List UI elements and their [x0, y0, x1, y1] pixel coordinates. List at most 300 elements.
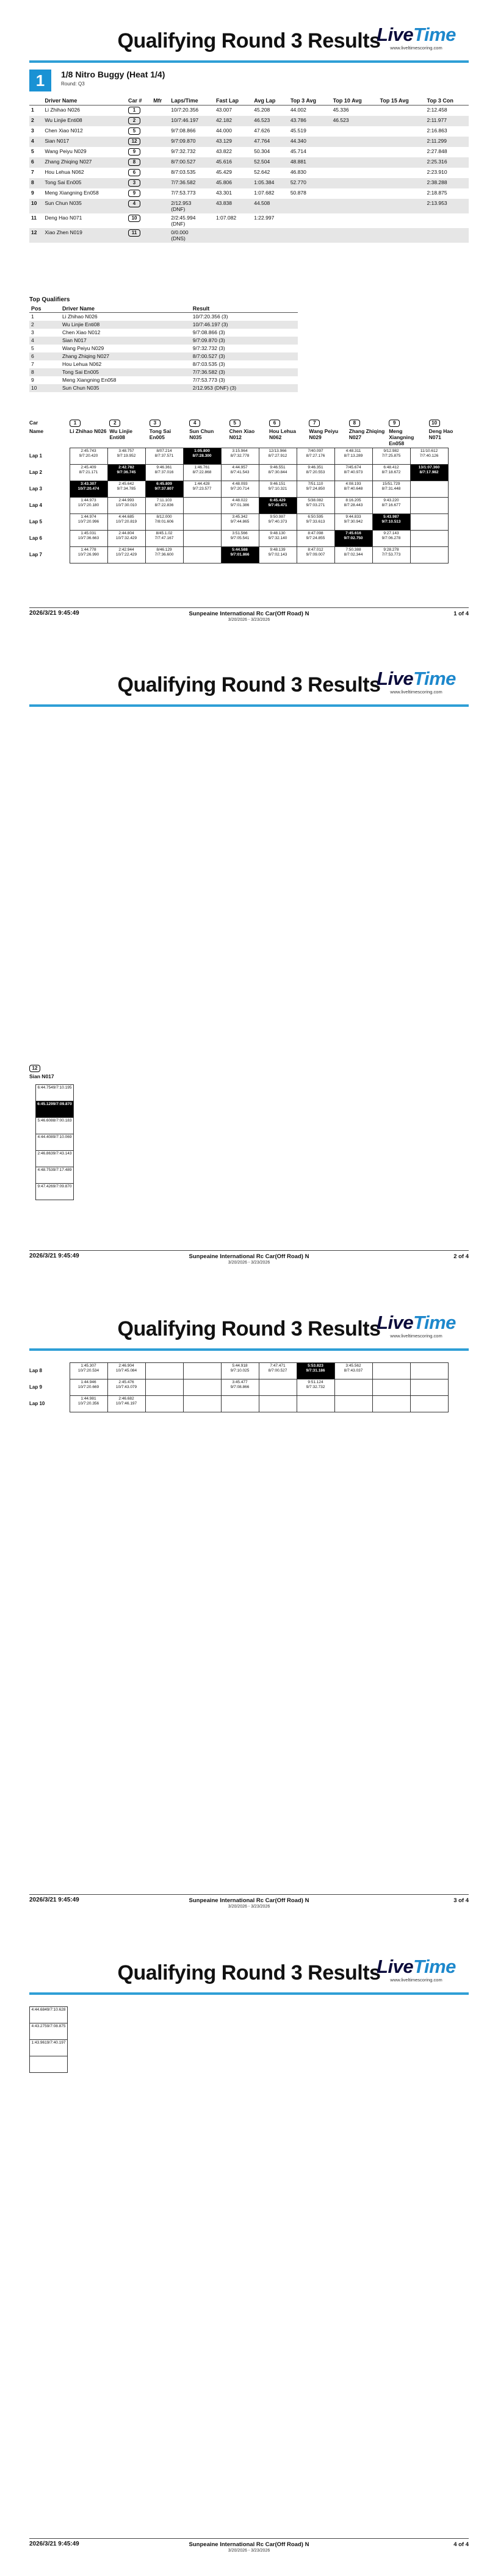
lap-cell [372, 547, 410, 564]
cell-mfr [151, 213, 169, 228]
tq-row [29, 329, 298, 337]
lap-time: 7:47.471 [270, 1364, 286, 1368]
page-number: 3 of 4 [453, 1897, 469, 1904]
results-row [29, 137, 469, 147]
cell-car-number [126, 178, 151, 188]
footer-range: 3/20/2026 - 3/23/2026 [228, 1905, 270, 1909]
lap-cumulative: 9/7:24.855 [306, 536, 325, 540]
lap-time: 5:53.823 [308, 1364, 323, 1368]
results-table [29, 96, 469, 243]
lap-cumulative: 10/7:36.663 [78, 536, 99, 540]
lap-time: 7:50.388 [345, 548, 361, 552]
lap-cumulative: 8/7:00.527 [268, 1368, 287, 1373]
lap-cell [70, 448, 107, 465]
lap-cell [297, 1379, 334, 1396]
lap-cell [259, 531, 297, 547]
lap-cell [259, 448, 297, 465]
lap-label: Lap 9 [29, 1384, 42, 1390]
driver-name: Chen Xiao N012 [229, 428, 255, 440]
cell-car-number [126, 137, 151, 147]
cell-driver-name: Wang Peiyu N029 [45, 148, 87, 154]
cell-car-number [126, 199, 151, 213]
lap-time: 8/12.000 [156, 515, 172, 519]
lap-cell [70, 547, 107, 564]
lap-time: 9:44.833 [345, 515, 361, 519]
cell-fast-lap: 43.838 [214, 199, 252, 213]
cell-position: 1 [31, 107, 34, 113]
cell-fast-lap: 45.616 [214, 157, 252, 168]
lap-cumulative: 9/7:40.197 [46, 2041, 66, 2045]
results-column-header: Car # [126, 96, 151, 106]
cell-top3-avg: 52.770 [289, 178, 331, 188]
cell-fast-lap: 45.806 [214, 178, 252, 188]
tq-pos: 2 [29, 321, 60, 329]
tq-pos: 10 [29, 384, 60, 392]
cell-top3-avg: 45.519 [290, 127, 306, 134]
tq-result: 10/7:46.197 (3) [191, 321, 298, 329]
driver-name: Deng Hao N071 [428, 428, 453, 440]
lap-cell [36, 1085, 74, 1101]
tq-pos: 1 [31, 313, 34, 320]
logo-url: www.liveltimescoring.com [390, 1977, 442, 1983]
lap-cumulative: 8/7:37.016 [154, 470, 174, 474]
lap-time: 4:43.275 [31, 2024, 47, 2028]
lap-cumulative: 8/7:21.171 [79, 470, 98, 474]
cell-laps-time [169, 147, 214, 157]
tq-result: 10/7:20.356 (3) [192, 313, 228, 320]
lap-cumulative: 9/7:10.513 [381, 520, 401, 524]
lap-time: 8:47.012 [308, 548, 323, 552]
lap-cumulative: 9/7:02.143 [268, 553, 287, 557]
page-title: Qualifying Round 3 Results [117, 29, 381, 52]
laps-value: 2/2:45.994 [171, 214, 196, 221]
results-column-header: Avg Lap [252, 96, 289, 106]
tq-driver: Li Zhihao N026 [62, 313, 98, 320]
cell-top10-avg: 45.336 [333, 107, 349, 113]
lap-time: 7/45.674 [345, 465, 361, 470]
laps-value: 0/0.000 [171, 229, 189, 235]
lap-cell [221, 498, 259, 514]
header-rule [29, 704, 469, 707]
lap-cell [107, 514, 145, 531]
cell-mfr [151, 199, 169, 213]
cell-top15-avg [378, 137, 425, 147]
cell-top3-avg: 46.830 [290, 168, 306, 175]
lap-cell [259, 465, 297, 481]
lap-time: 4:48.022 [232, 498, 248, 503]
car-number-badge: 6 [128, 169, 140, 176]
lap-cumulative: 9/7:09.007 [306, 553, 325, 557]
lap-cumulative: 10/7:20.534 [78, 1368, 99, 1373]
lap-cell [334, 481, 372, 498]
lap-cell [30, 2023, 68, 2040]
laps-value: 8/7:00.527 [171, 158, 196, 165]
lap-cumulative: 7/7:47.167 [154, 536, 174, 540]
lap-time: 9:50.987 [270, 515, 286, 519]
cell-avg-lap: 52.642 [254, 168, 270, 175]
cell-mfr [151, 168, 169, 178]
results-row [29, 116, 469, 126]
lap-cell [30, 2056, 68, 2073]
lap-cumulative: 9/7:30.942 [344, 520, 363, 524]
lap-row [29, 531, 448, 547]
driver-name: Tong Sai En005 [149, 428, 171, 440]
lap-row [36, 1101, 74, 1118]
lap-row [29, 448, 448, 465]
results-column-header: Laps/Time [169, 96, 214, 106]
tq-driver: Wang Peiyu N029 [62, 345, 104, 351]
lap-cell [107, 531, 145, 547]
lap-cumulative: 10/7:20.996 [78, 520, 99, 524]
cell-laps-time [169, 116, 214, 126]
driver-name: Hou Lehua N062 [269, 428, 296, 440]
lap-cumulative: 8/7:22.836 [154, 503, 174, 507]
lap-cell [334, 1363, 372, 1379]
cell-top10-avg [331, 137, 378, 147]
tq-driver: Chen Xiao N012 [62, 329, 101, 335]
lap-time: 1:45.307 [81, 1364, 96, 1368]
lap-time: 4:48.753 [37, 1168, 53, 1172]
lap-cell [183, 465, 221, 481]
cell-top15-avg [378, 168, 425, 178]
lap-row [30, 2023, 68, 2040]
tq-column-header: Pos [29, 305, 60, 313]
cell-top3-con: 2:13.953 [425, 199, 469, 213]
lap-time: 9:28.278 [383, 548, 399, 552]
lap-cumulative: 9/7:10.025 [230, 1368, 250, 1373]
page-2 [0, 644, 498, 1288]
cell-car-number [126, 168, 151, 178]
cell-top15-avg [378, 126, 425, 137]
cell-top15-avg [378, 199, 425, 213]
lap-time: 6:44.754 [37, 1086, 53, 1090]
cell-top10-avg [331, 199, 378, 213]
lap-time: 2:44.804 [118, 531, 134, 535]
page-number: 2 of 4 [453, 1253, 469, 1260]
cell-laps-time [169, 157, 214, 168]
tq-pos: 4 [29, 337, 60, 345]
driver-column-header [229, 420, 267, 440]
lap-time: 2:42.782 [118, 465, 134, 470]
cell-position: 5 [31, 148, 34, 154]
cell-top10-avg [331, 168, 378, 178]
lap-label: Lap 3 [29, 486, 42, 492]
lap-cumulative: 9/7:44.865 [230, 520, 250, 524]
tq-row [29, 321, 298, 329]
lap-cell [372, 481, 410, 498]
lap-cell [297, 547, 334, 564]
laps-value: 9/7:08.866 [171, 127, 196, 134]
cell-top15-avg [378, 188, 425, 199]
lap-cumulative: 10/7:20.180 [78, 503, 99, 507]
lap-time: 3:48.757 [118, 449, 134, 453]
lap-time: 2:45.476 [118, 1380, 134, 1384]
cell-top3-avg [289, 213, 331, 228]
lap-time: 12/13.966 [269, 449, 287, 453]
cell-position: 4 [29, 137, 43, 147]
car-number-pill: 4 [189, 420, 200, 427]
lap-time: 1:05.800 [194, 449, 210, 453]
cell-laps-time [169, 228, 214, 243]
lap-time: 4:44.408 [37, 1135, 53, 1139]
lap-cell [221, 465, 259, 481]
cell-car-number [126, 157, 151, 168]
page-title: Qualifying Round 3 Results [117, 673, 381, 696]
lap-cell [107, 448, 145, 465]
lap-time: 5/38.082 [308, 498, 323, 503]
tq-driver: Wu Linjie Enti08 [60, 321, 191, 329]
lap-cumulative: 8/7:22.868 [192, 470, 212, 474]
cell-mfr [151, 228, 169, 243]
lap-time: 13/1:07.360 [418, 465, 440, 470]
page-title: Qualifying Round 3 Results [117, 1317, 381, 1340]
top-qualifiers-title: Top Qualifiers [29, 296, 70, 303]
lap-cell [107, 1363, 145, 1379]
cell-avg-lap: 47.764 [252, 137, 289, 147]
lap-cell [410, 448, 448, 465]
lap-cell [145, 514, 183, 531]
lap-time: 1:44.973 [81, 498, 96, 503]
footer-event: Sunpeaine International Rc Car(Off Road) N [189, 610, 309, 617]
cell-driver-name: Hou Lehua N062 [45, 168, 84, 175]
cell-position: 7 [31, 168, 34, 175]
lap-cell [410, 1379, 448, 1396]
lap-cumulative: 9/7:32.140 [268, 536, 287, 540]
livetime-logo: LiveTime www.liveltimescoring.com [371, 1956, 461, 1984]
lap-time: 6:45.809 [156, 482, 172, 486]
cell-fast-lap: 43.822 [215, 148, 232, 154]
tq-row [29, 384, 298, 392]
footer-rule [29, 607, 469, 608]
footer-rule [29, 1894, 469, 1895]
lap-time: 2:42.944 [118, 548, 134, 552]
cell-top3-avg: 48.881 [289, 157, 331, 168]
lap-time: 7/51.110 [308, 482, 323, 486]
cell-laps-time [169, 106, 214, 116]
car-number-badge: 4 [128, 200, 140, 207]
lap-time: 8/07.214 [156, 449, 172, 453]
cell-driver-name: Tong Sai En005 [43, 178, 126, 188]
lap-cell [221, 1379, 259, 1396]
lap-cumulative: 9/7:43.143 [52, 1151, 72, 1156]
cell-avg-lap [252, 228, 289, 243]
lap-time: 9:47.426 [37, 1184, 53, 1189]
cell-top3-avg: 44.340 [289, 137, 331, 147]
results-row [29, 157, 469, 168]
lap-cell [372, 465, 410, 481]
cell-driver-name: Deng Hao N071 [45, 214, 82, 221]
lap-label: Lap 5 [29, 519, 42, 524]
lap-time: 11/10.612 [420, 449, 438, 453]
results-column-header: Fast Lap [214, 96, 252, 106]
lap-time: 3:15.964 [232, 449, 248, 453]
cell-mfr [151, 188, 169, 199]
lap-cell [70, 531, 107, 547]
lap-cell [183, 448, 221, 465]
lap-time: 2:45.642 [118, 482, 134, 486]
lap-cumulative: 9/7:02.750 [344, 536, 363, 540]
lap-table-header [29, 420, 469, 446]
results-column-header: Driver Name [43, 96, 126, 106]
lap-time: 4:44.957 [232, 465, 248, 470]
lap-cell [410, 498, 448, 514]
cell-laps-time [169, 168, 214, 178]
cell-top3-con: 2:12.458 [427, 107, 447, 113]
laps-value: 10/7:46.197 [171, 116, 199, 123]
lap-row [30, 2040, 68, 2056]
lap-time: 8/45.1.02 [156, 531, 173, 535]
lap-cell [145, 448, 183, 465]
lap-grid [35, 1084, 74, 1200]
cell-avg-lap: 47.626 [254, 127, 270, 134]
lap-cumulative: 9/7:09.870 [52, 1102, 72, 1106]
laps-value: 7/7:36.582 [171, 179, 196, 185]
lap-cell [297, 531, 334, 547]
name-label: Name [29, 428, 44, 434]
lap-cell [36, 1134, 74, 1151]
tq-pos: 7 [31, 361, 34, 367]
lap-cell [410, 1363, 448, 1379]
driver-column-header [150, 420, 187, 440]
lap-cell [297, 1396, 334, 1412]
lap-row [30, 2007, 68, 2023]
cell-top3-con: 2:23.910 [427, 168, 447, 175]
tq-pos: 6 [29, 352, 60, 360]
driver-column-header [70, 420, 107, 434]
car-number-badge: 5 [128, 127, 140, 135]
results-row [29, 106, 469, 116]
lap-time: 3:51.566 [232, 531, 248, 535]
lap-row [29, 1396, 448, 1412]
lap-cell [372, 531, 410, 547]
lap-label: Lap 7 [29, 552, 42, 557]
lap-cell [297, 498, 334, 514]
lap-cumulative: 9/7:06.278 [381, 536, 401, 540]
driver-name: Sun Chun N035 [189, 428, 214, 440]
results-column-header: Top 10 Avg [331, 96, 378, 106]
lap-cell [70, 1363, 107, 1379]
laps-value: 10/7:20.356 [171, 107, 199, 113]
lap-cell [183, 1363, 221, 1379]
lap-time: 9:46.151 [270, 482, 286, 486]
lap-cumulative: 9/7:10.321 [268, 487, 287, 491]
laps-value: 8/7:03.535 [171, 168, 196, 175]
lap-label: Lap 4 [29, 503, 42, 508]
lap-time: 1:46.761 [194, 465, 210, 470]
lap-cumulative: 9/7:08.866 [230, 1385, 250, 1389]
lap-cumulative: 8/7:16.677 [381, 503, 401, 507]
lap-cumulative: 8/7:00.183 [52, 1118, 72, 1123]
lap-cumulative: 9/7:19.952 [117, 454, 136, 458]
car-label: Car [29, 420, 38, 426]
cell-top3-con: 2:18.875 [427, 189, 447, 196]
lap-cell [107, 1379, 145, 1396]
car-number-pill: 12 [29, 1065, 40, 1072]
lap-cell [183, 514, 221, 531]
lap-cell [221, 1363, 259, 1379]
livetime-logo: LiveTime www.liveltimescoring.com [371, 668, 461, 696]
lap-cumulative: 9/7:17.489 [52, 1168, 72, 1172]
car-number-badge: 2 [128, 117, 140, 124]
car-number-badge: 9 [128, 148, 140, 156]
car-number-badge: 3 [128, 179, 140, 187]
cell-avg-lap: 1:07.682 [254, 189, 275, 196]
lap-cumulative: 7/7:53.773 [381, 553, 401, 557]
tq-result: 8/7:03.535 (3) [192, 361, 225, 367]
lap-cell [334, 448, 372, 465]
heat-title: 1/8 Nitro Buggy (Heat 1/4) [61, 70, 165, 79]
tq-driver: Meng Xiangning En058 [62, 377, 117, 383]
footer-event: Sunpeaine International Rc Car(Off Road) N [189, 1897, 309, 1904]
lap-cell [183, 481, 221, 498]
cell-top3-con: 2:27.848 [427, 148, 447, 154]
lap-cell [410, 531, 448, 547]
lap-time: 9:27.143 [383, 531, 399, 535]
lap-cell [410, 465, 448, 481]
logo-url: www.liveltimescoring.com [390, 689, 442, 695]
tq-row [29, 376, 298, 384]
laps-value: 9/7:09.870 [171, 137, 196, 144]
lap-cumulative: 10/7:20.474 [78, 487, 99, 491]
lap-cumulative: 8/7:17.982 [419, 470, 439, 474]
cell-top15-avg [378, 147, 425, 157]
lap-cell [183, 1396, 221, 1412]
cell-avg-lap: 52.504 [252, 157, 289, 168]
laps-value: 2/12.953 [171, 199, 192, 206]
lap-cell [183, 498, 221, 514]
lap-time: 5:44.588 [232, 548, 248, 552]
lap-cell [70, 498, 107, 514]
cell-top3-avg: 45.714 [290, 148, 306, 154]
cell-position: 9 [31, 189, 34, 196]
driver-name: Wang Peiyu N029 [309, 428, 339, 440]
tq-result: 8/7:00.527 (3) [191, 352, 298, 360]
lap-time: 9:46.351 [308, 465, 323, 470]
car-number-badge: 9 [128, 190, 140, 197]
lap-time: 5:44.918 [232, 1364, 248, 1368]
cell-top3-con [425, 213, 469, 228]
lap-row [36, 1134, 74, 1151]
results-column-header: Mfr [151, 96, 169, 106]
lap-label: Lap 6 [29, 535, 42, 541]
lap-row [36, 1085, 74, 1101]
lap-cumulative: 8/7:30.844 [268, 470, 287, 474]
lap-time: 6:50.595 [308, 515, 323, 519]
lap-cumulative: 9/7:37.807 [154, 487, 174, 491]
lap-time: 2:44.993 [118, 498, 134, 503]
lap-cell [372, 1379, 410, 1396]
lap-cumulative: 9/7:23.577 [192, 487, 212, 491]
cell-position: 12 [29, 228, 43, 243]
lap-time: 7:45.616 [345, 531, 361, 535]
lap-time: 9:48.130 [270, 531, 286, 535]
lap-cell [36, 1184, 74, 1200]
tq-driver: Sun Chun N035 [60, 384, 191, 392]
results-row [29, 213, 469, 228]
cell-fast-lap [214, 228, 252, 243]
cell-fast-lap: 42.182 [214, 116, 252, 126]
car-number-pill: 1 [70, 420, 81, 427]
cell-driver-name: Chen Xiao N012 [45, 127, 83, 134]
driver-name: Sian N017 [29, 1073, 54, 1079]
status-note: (DNS) [171, 235, 186, 242]
cell-top10-avg: 46.523 [331, 116, 378, 126]
footer-date: 2026/3/21 9:45:49 [29, 2541, 79, 2547]
lap-cell [410, 547, 448, 564]
lap-cumulative: 7/8:01.606 [154, 520, 174, 524]
lap-cell [410, 514, 448, 531]
lap-row [29, 1379, 448, 1396]
